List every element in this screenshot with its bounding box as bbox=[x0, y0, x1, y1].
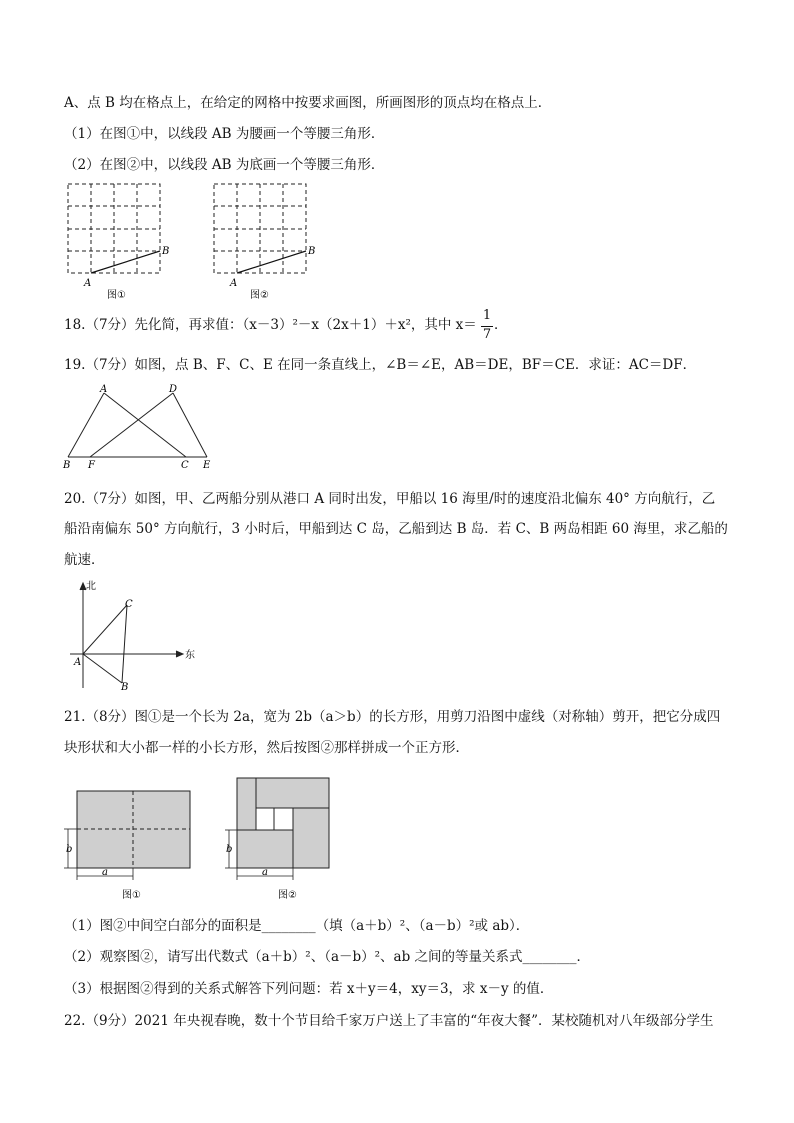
point-b-label: B bbox=[162, 246, 170, 257]
point-b-label: B bbox=[63, 460, 71, 471]
point-b-label: B bbox=[121, 682, 129, 693]
question-21-part-3: （3）根据图②得到的关系式解答下列问题：若 x＋y＝4，xy＝3，求 x－y 的值． bbox=[64, 981, 554, 997]
question-20-line-3: 航速． bbox=[64, 552, 105, 568]
point-c-label: C bbox=[125, 599, 133, 610]
point-d-label: D bbox=[169, 384, 178, 395]
fraction-denominator: 7 bbox=[482, 327, 492, 342]
question-20-line-2: 船沿南偏东 50° 方向航行，3 小时后，甲船到达 C 岛，乙船到达 B 岛．若 C、B 两岛相距 60 海里，求乙船的 bbox=[64, 521, 728, 537]
grid-figure-2 bbox=[206, 180, 331, 305]
point-a-label: A bbox=[74, 657, 82, 668]
point-a-label: A bbox=[84, 278, 92, 289]
square-figure-2 bbox=[220, 774, 340, 906]
rectangle-figure-1 bbox=[60, 786, 200, 906]
b-label: b bbox=[226, 844, 233, 855]
figure-caption: 图② bbox=[250, 290, 269, 301]
task-1: （1）在图①中，以线段 AB 为腰画一个等腰三角形． bbox=[64, 126, 385, 142]
q18-period: ． bbox=[494, 317, 508, 333]
question-21-line-2: 块形状和大小都一样的小长方形，然后按图②那样拼成一个正方形． bbox=[64, 740, 469, 756]
question-21-line-1: 21.（8分）图①是一个长为 2a，宽为 2b（a＞b）的长方形，用剪刀沿图中虚线（对称轴）剪开，把它分成四 bbox=[64, 709, 721, 725]
triangle-figure bbox=[60, 382, 220, 472]
question-21-part-1: （1）图②中间空白部分的面积是________（填（a＋b）²、（a－b）²或 ab）． bbox=[64, 918, 530, 934]
point-a-label: A bbox=[100, 384, 108, 395]
question-20-line-1: 20.（7分）如图，甲、乙两船分别从港口 A 同时出发，甲船以 16 海里/时的速度沿北偏东 40° 方向航行，乙 bbox=[64, 491, 716, 507]
intro-line: A、点 B 均在格点上，在给定的网格中按要求画图，所画图形的顶点均在格点上． bbox=[64, 95, 552, 111]
point-f-label: F bbox=[88, 460, 95, 471]
north-label: 北 bbox=[86, 581, 96, 592]
grid-figure-1 bbox=[60, 180, 185, 305]
a-label: a bbox=[102, 867, 108, 878]
point-c-label: C bbox=[181, 460, 189, 471]
figure-caption: 图① bbox=[107, 290, 126, 301]
a-label: a bbox=[262, 867, 268, 878]
b-label: b bbox=[66, 844, 73, 855]
figure-caption: 图② bbox=[278, 890, 297, 901]
fraction-numerator: 1 bbox=[482, 308, 492, 323]
point-e-label: E bbox=[203, 460, 211, 471]
figure-caption: 图① bbox=[122, 890, 141, 901]
compass-figure bbox=[62, 578, 202, 693]
task-2: （2）在图②中，以线段 AB 为底画一个等腰三角形． bbox=[64, 157, 385, 173]
question-18: 18.（7分）先化简，再求值：（x－3）²－x（2x＋1）＋x²，其中 x＝ bbox=[64, 317, 477, 333]
question-21-part-2: （2）观察图②，请写出代数式（a＋b）²、（a－b）²、ab 之间的等量关系式________． bbox=[64, 949, 591, 965]
east-label: 东 bbox=[185, 650, 195, 661]
question-22: 22.（9分）2021 年央视春晚，数十个节目给千家万户送上了丰富的“年夜大餐”．某校随机对八年级部分学生 bbox=[64, 1013, 714, 1029]
point-b-label: B bbox=[308, 246, 316, 257]
point-a-label: A bbox=[230, 278, 238, 289]
question-19: 19.（7分）如图，点 B、F、C、E 在同一条直线上，∠B＝∠E，AB＝DE，BF＝CE．求证：AC＝DF． bbox=[64, 357, 697, 373]
